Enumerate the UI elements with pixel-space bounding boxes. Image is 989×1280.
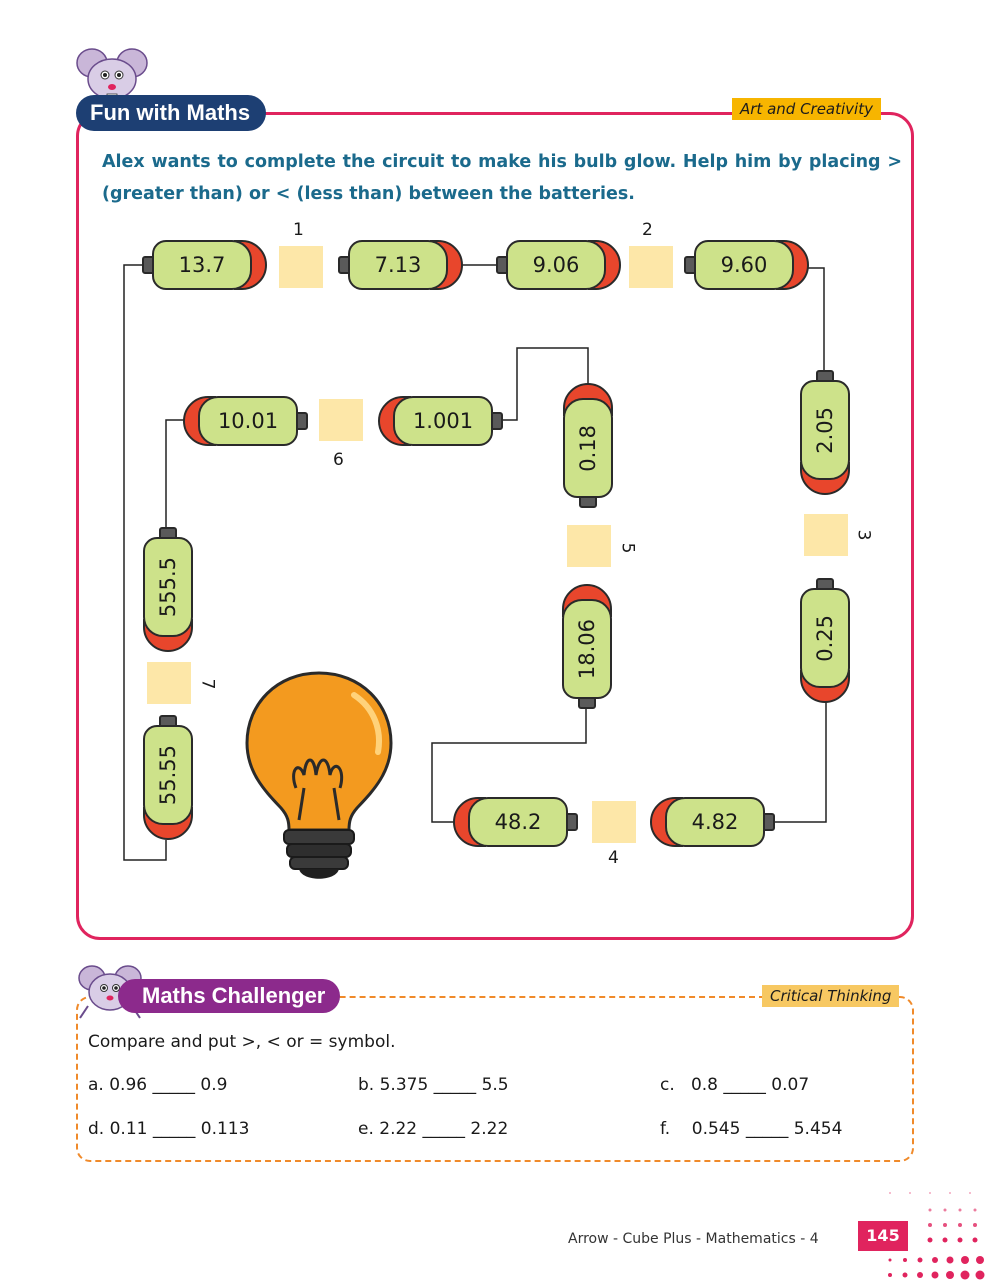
challenger-instruction: Compare and put >, < or = symbol. [88,1032,396,1052]
battery-13: 555.5 [143,527,193,652]
battery-12: 10.01 [183,396,308,446]
question-f: f. 0.545 _____ 5.454 [660,1119,843,1139]
fun-with-maths-title: Fun with Maths [76,95,266,131]
maths-challenger-title: Maths Challenger [118,979,340,1013]
box-number-3: 3 [853,529,874,541]
box-number-7: 7 [197,678,218,690]
question-c: c. 0.8 _____ 0.07 [660,1075,810,1095]
answer-box-4[interactable] [592,801,636,843]
book-title: Arrow - Cube Plus - Mathematics - 4 [568,1231,819,1247]
box-number-1: 1 [293,220,304,240]
battery-2: 7.13 [338,240,463,290]
battery-9: 18.06 [562,584,612,709]
battery-4: 9.60 [684,240,809,290]
battery-7: 4.82 [650,797,775,847]
battery-5: 2.05 [800,370,850,495]
battery-3: 9.06 [496,240,621,290]
question-d: d. 0.11 _____ 0.113 [88,1119,250,1139]
question-a: a. 0.96 _____ 0.9 [88,1075,228,1095]
light-bulb-icon [244,670,394,890]
art-creativity-tag: Art and Creativity [732,98,881,120]
battery-11: 1.001 [378,396,503,446]
battery-8: 48.2 [453,797,578,847]
answer-box-5[interactable] [567,525,611,567]
battery-1: 13.7 [142,240,267,290]
critical-thinking-tag: Critical Thinking [762,985,899,1007]
answer-box-2[interactable] [629,246,673,288]
box-number-5: 5 [617,542,638,554]
question-e: e. 2.22 _____ 2.22 [358,1119,509,1139]
answer-box-6[interactable] [319,399,363,441]
answer-box-3[interactable] [804,514,848,556]
fun-with-maths-instruction: Alex wants to complete the circuit to make his bulb glow. Help him by placing > (greater than) or < (less than) between the batteries. [102,152,902,204]
battery-14: 55.55 [143,715,193,840]
box-number-2: 2 [642,220,653,240]
box-number-6: 6 [333,450,344,470]
answer-box-7[interactable] [147,662,191,704]
battery-6: 0.25 [800,578,850,703]
box-number-4: 4 [608,848,619,868]
answer-box-1[interactable] [279,246,323,288]
page-number: 145 [858,1221,908,1251]
battery-10: 0.18 [563,383,613,508]
question-b: b. 5.375 _____ 5.5 [358,1075,509,1095]
